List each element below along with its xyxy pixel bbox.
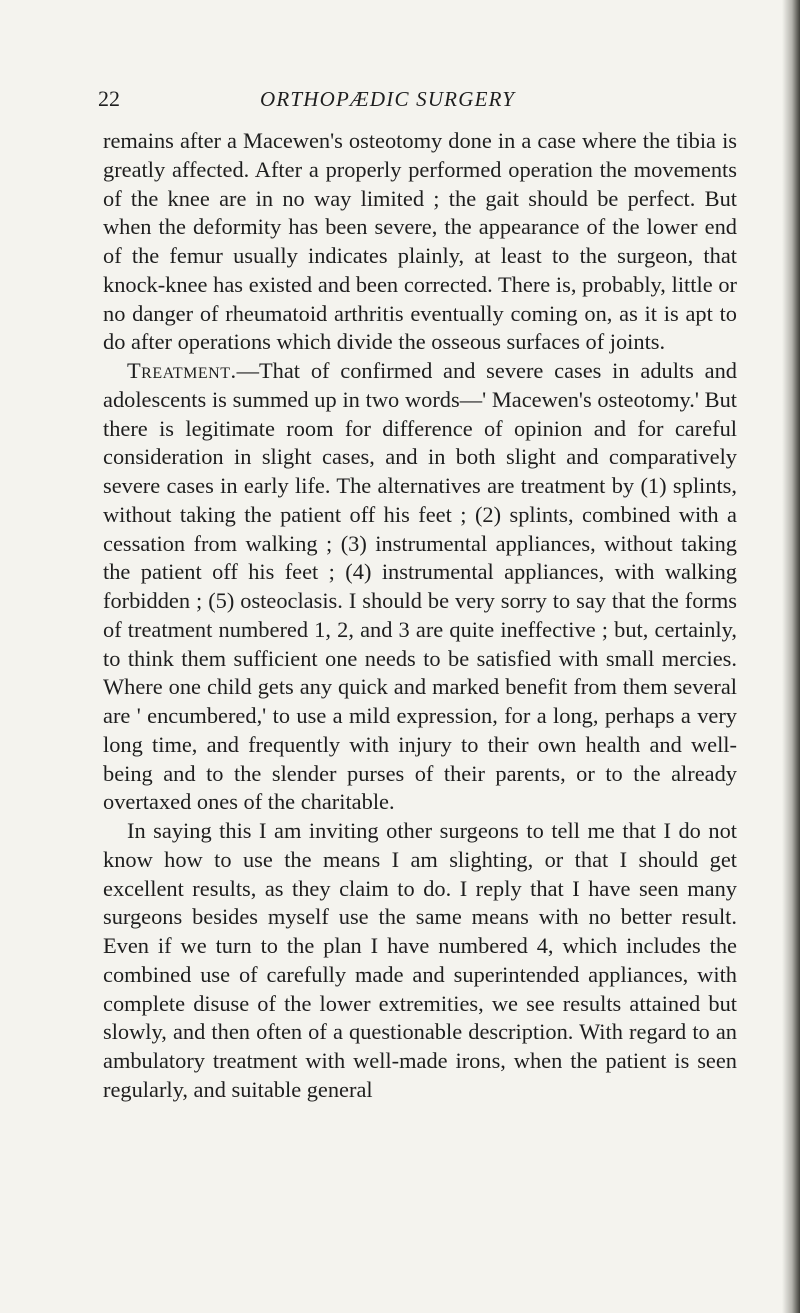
page-number: 22 — [98, 86, 120, 111]
body-text — [103, 127, 737, 1105]
page-edge-shadow — [782, 0, 800, 1313]
section-lead-treatment: Treatment. — [127, 358, 237, 383]
page-header — [98, 86, 738, 112]
paragraph-3: In saying this I am inviting other surgeons to tell me that I do not know how to use the means I am slighting, or that I should get excellent results, as they claim to do. I reply that I have seen many surgeons besides myself use the same means with no better result. Even if we turn to the plan I have numbered 4, which includes the combined use of carefully made and superintended appliances, with complete disuse of the lower extremities, we see results attained but slowly, and then often of a questionable description. With regard to an ambulatory treatment with well-made irons, when the patient is seen regularly, and suitable general — [103, 818, 737, 1102]
paragraph-1: remains after a Macewen's osteotomy done in a case where the tibia is greatly affected. After a properly performed operation the movements of the knee are in no way limited ; the gait should be perfect. But when the deformity has been severe, the appearance of the lower end of the femur usually indicates plainly, at least to the surgeon, that knock-knee has existed and been corrected. There is, probably, little or no danger of rheumatoid arthritis eventually coming on, as it is apt to do after operations which divide the osseous surfaces of joints. — [103, 128, 737, 355]
running-title: ORTHOPÆDIC SURGERY — [260, 87, 516, 111]
paragraph-2-text: —That of confirmed and severe cases in adults and adolescents is summed up in two words—' Macewen's osteotomy.' But there is legitimate room for difference of opinion and for careful consideration in slight cases, and in both slight and comparatively severe cases in early life. The alternatives are treatment by (1) splints, without taking the patient off his feet ; (2) splints, combined with a cessation from walking ; (3) instrumental appliances, without taking the patient off his feet ; (4) instrumental appliances, with walking forbidden ; (5) osteoclasis. I should be very sorry to say that the forms of treatment numbered 1, 2, and 3 are quite ineffective ; but, certainly, to think them sufficient one needs to be satisfied with small mercies. Where one child gets any quick and marked benefit from them several are ' encumbered,' to use a mild expression, for a long, perhaps a very long time, and frequently with injury to their own health and well-being and to the slender purses of their parents, or to the already overtaxed ones of the charitable. — [103, 358, 737, 815]
paragraph-2 — [103, 357, 737, 817]
